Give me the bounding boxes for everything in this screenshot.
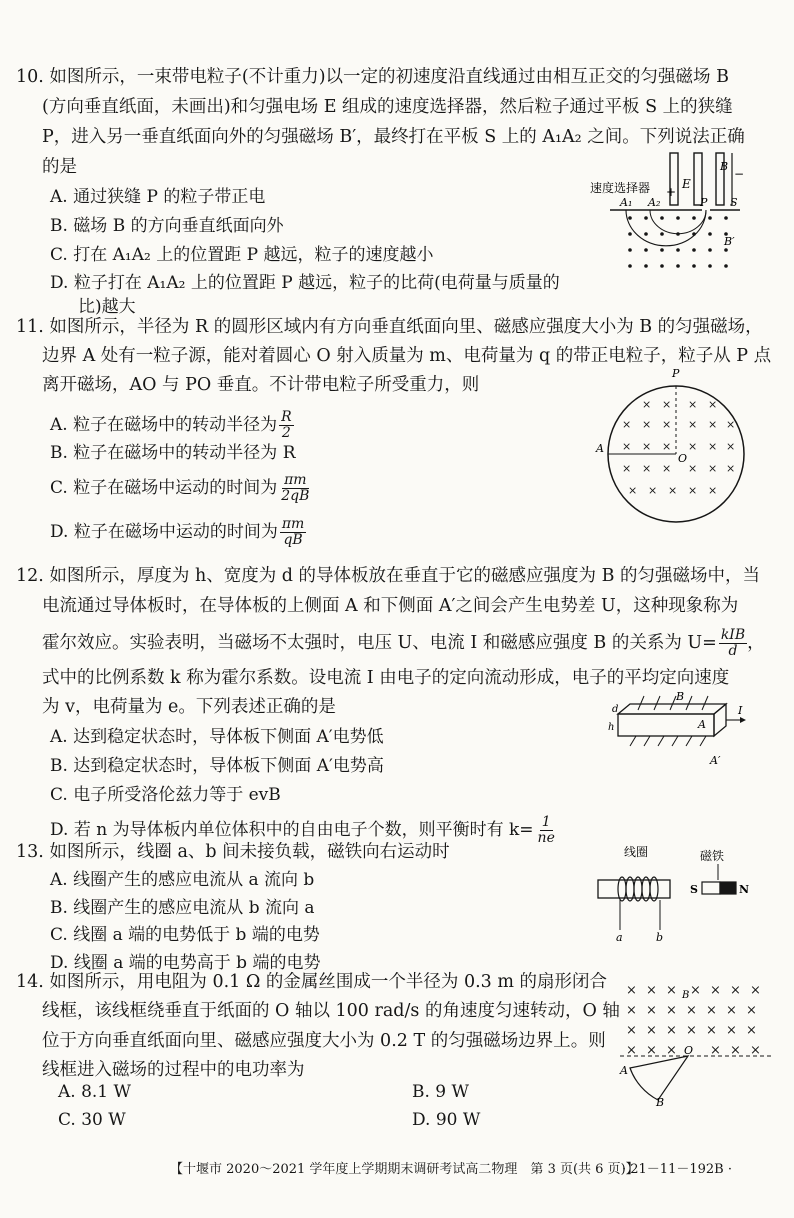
q11-option-d [50, 517, 306, 548]
q12-line-4: 式中的比例系数 k 称为霍尔系数。设电流 I 由电子的定向流动形成，电子的平均定向速度 [42, 668, 730, 688]
q12-option-d-frac: $\frac{1}{ne}$ [537, 814, 555, 846]
q13-option-c: C. 线圈 a 端的电势低于 b 端的电势 [50, 925, 320, 945]
svg-text:×: × [690, 983, 701, 998]
q14-line-4: 线框进入磁场的过程中的电功率为 [42, 1060, 305, 1080]
q10-label-B: B [720, 160, 729, 173]
q12-option-d-text: D. 若 n 为导体板内单位体积中的自由电子个数，则平衡时有 k= [50, 820, 534, 840]
q12-option-c: C. 电子所受洛伦兹力等于 evB [50, 785, 281, 805]
q11-option-a-frac: $\frac{R}{2}$ [281, 409, 292, 441]
q14-option-d: D. 90 W [412, 1110, 481, 1130]
q11-line-3: 离开磁场，AO 与 PO 垂直。不计带电粒子所受重力，则 [42, 375, 480, 395]
svg-text:×: × [666, 983, 677, 998]
q11-option-c [50, 473, 311, 504]
q14-line-1: 14. 如图所示，用电阻为 0.1 Ω 的金属丝围成一个半径为 0.3 m 的扇形闭合 [16, 972, 608, 992]
svg-text:×: × [726, 462, 736, 475]
svg-text:×: × [668, 484, 678, 497]
q11-option-a-text: A. 粒子在磁场中的转动半径为 [50, 415, 278, 435]
svg-text:×: × [622, 418, 632, 431]
q14-line-3: 位于方向垂直纸面向里、磁感应强度大小为 0.2 T 的匀强磁场边界上。则 [42, 1031, 606, 1051]
q12-line-5: 为 v，电荷量为 e。下列表述正确的是 [42, 697, 336, 717]
svg-text:×: × [710, 983, 721, 998]
q11-option-c-frac: $\frac{\pi m}{2qB}$ [281, 472, 310, 504]
svg-text:×: × [626, 983, 637, 998]
q11-line-2: 边界 A 处有一粒子源，能对着圆心 O 射入质量为 m、电荷量为 q 的带正电粒子，粒子从 P 点 [42, 346, 772, 366]
q12-option-b: B. 达到稳定状态时，导体板下侧面 A′电势高 [50, 756, 384, 776]
q12-line-3 [42, 628, 765, 659]
q10-line-1: 10. 如图所示，一束带电粒子(不计重力)以一定的初速度沿直线通过由相互正交的匀强磁场 B [16, 67, 729, 87]
q14-label-A: A [620, 1064, 628, 1077]
svg-text:×: × [708, 418, 718, 431]
q14-label-O: O [684, 1044, 694, 1057]
q14-label-Bb: B [656, 1096, 665, 1106]
q13-label-b: b [656, 931, 664, 942]
svg-text:×: × [726, 440, 736, 453]
q10-figure [590, 148, 750, 284]
q10-label-selector: 速度选择器 [590, 181, 651, 195]
svg-text:×: × [646, 1003, 657, 1018]
q14-option-c: C. 30 W [58, 1110, 126, 1130]
q11-option-b: B. 粒子在磁场中的转动半径为 R [50, 443, 296, 463]
svg-text:×: × [688, 440, 698, 453]
q12-label-d: d [612, 704, 619, 715]
q12-line-2: 电流通过导体板时，在导体板的上侧面 A 和下侧面 A′之间会产生电势差 U，这种现象称为 [42, 596, 739, 616]
q11-option-d-frac: $\frac{\pi m}{qB}$ [281, 516, 305, 548]
svg-text:×: × [666, 1023, 677, 1038]
q11-figure [592, 366, 752, 548]
svg-text:×: × [746, 1003, 757, 1018]
svg-text:×: × [642, 418, 652, 431]
svg-text:×: × [642, 462, 652, 475]
svg-text:×: × [686, 1003, 697, 1018]
q10-label-plus: + [666, 185, 677, 199]
q13-line-1: 13. 如图所示，线圈 a、b 间未接负载，磁铁向右运动时 [16, 842, 450, 862]
q10-label-P: P [700, 196, 708, 209]
q12-label-Aprime: A′ [710, 754, 721, 767]
q13-label-magnet: 磁铁 [700, 849, 725, 863]
svg-text:×: × [666, 1003, 677, 1018]
q14-line-2: 线框，该线框绕垂直于纸面的 O 轴以 100 rad/s 的角速度匀速转动，O 轴 [42, 1001, 620, 1021]
svg-text:×: × [626, 1023, 637, 1038]
q13-option-d: D. 线圈 a 端的电势高于 b 端的电势 [50, 953, 321, 973]
svg-text:×: × [642, 398, 652, 411]
q12-label-B: B [676, 690, 685, 703]
q11-label-P: P [672, 367, 680, 380]
q11-option-c-text: C. 粒子在磁场中运动的时间为 [50, 478, 278, 498]
svg-text:×: × [662, 462, 672, 475]
svg-text:×: × [626, 1043, 637, 1058]
q13-option-b: B. 线圈产生的感应电流从 b 流向 a [50, 898, 315, 918]
q12-option-a: A. 达到稳定状态时，导体板下侧面 A′电势低 [50, 727, 384, 747]
svg-text:×: × [708, 440, 718, 453]
svg-text:×: × [746, 1023, 757, 1038]
q12-formula: $\frac{\text{kIB}}{d}$ [720, 627, 746, 659]
q14-figure [616, 976, 776, 1106]
q10-option-b: B. 磁场 B 的方向垂直纸面向外 [50, 216, 284, 236]
q14-option-b: B. 9 W [412, 1082, 469, 1102]
q13-label-S: S [690, 883, 698, 896]
q13-figure [594, 842, 754, 942]
q10-label-S: S [730, 196, 738, 209]
q10-option-c: C. 打在 A₁A₂ 上的位置距 P 越远，粒子的速度越小 [50, 245, 434, 265]
q10-line-3: P，进入另一垂直纸面向外的匀强磁场 B′，最终打在平板 S 上的 A₁A₂ 之间。下列说法正确 [42, 127, 745, 147]
svg-text:×: × [750, 983, 761, 998]
q11-option-d-text: D. 粒子在磁场中运动的时间为 [50, 522, 278, 542]
q14-label-B: B [682, 990, 690, 1001]
svg-text:×: × [708, 462, 718, 475]
q12-formula-tail: ， [747, 633, 765, 653]
svg-text:×: × [688, 462, 698, 475]
page-footer: 【十堰市 2020～2021 学年度上学期期末调研考试高二物理 第 3 页(共 6 页)】 [170, 1162, 639, 1177]
svg-text:×: × [648, 484, 658, 497]
svg-text:×: × [662, 418, 672, 431]
q12-label-h: h [608, 722, 615, 733]
q10-label-A1: A₁ [620, 196, 633, 209]
svg-text:×: × [646, 1043, 657, 1058]
svg-text:×: × [706, 1023, 717, 1038]
q11-label-O: O [678, 452, 688, 465]
svg-text:×: × [688, 484, 698, 497]
svg-text:×: × [646, 1023, 657, 1038]
svg-text:×: × [626, 1003, 637, 1018]
page-code: · 21－11－192B · [622, 1162, 732, 1177]
svg-text:×: × [708, 398, 718, 411]
svg-text:×: × [688, 398, 698, 411]
q10-option-d: D. 粒子打在 A₁A₂ 上的位置距 P 越远，粒子的比荷(电荷量与质量的 [50, 273, 560, 293]
q10-line-2: (方向垂直纸面，未画出)和匀强电场 E 组成的速度选择器，然后粒子通过平板 S 上的狭缝 [42, 97, 733, 117]
svg-text:×: × [628, 484, 638, 497]
svg-text:×: × [688, 418, 698, 431]
q11-line-1: 11. 如图所示，半径为 R 的圆形区域内有方向垂直纸面向里、磁感应强度大小为 B 的匀强磁场， [16, 317, 763, 337]
q13-label-a: a [616, 931, 623, 942]
svg-text:×: × [708, 484, 718, 497]
q10-label-A2: A₂ [648, 196, 661, 209]
svg-text:×: × [726, 418, 736, 431]
q14-option-a: A. 8.1 W [58, 1082, 131, 1102]
q13-label-N: N [739, 883, 750, 896]
q11-label-A: A [596, 442, 604, 455]
q12-label-A: A [698, 718, 706, 731]
q12-line-3-text: 霍尔效应。实验表明，当磁场不太强时，电压 U、电流 I 和磁感应强度 B 的关系为 U= [42, 633, 717, 653]
svg-text:×: × [686, 1023, 697, 1038]
q11-option-a [50, 410, 294, 441]
svg-text:×: × [730, 1043, 741, 1058]
q10-label-Bprime: B′ [724, 235, 735, 248]
svg-text:×: × [750, 1043, 761, 1058]
svg-text:×: × [726, 1003, 737, 1018]
q10-label-E: E [682, 177, 691, 191]
svg-text:×: × [730, 983, 741, 998]
svg-text:×: × [710, 1043, 721, 1058]
q13-option-a: A. 线圈产生的感应电流从 a 流向 b [50, 870, 315, 890]
q10-option-a: A. 通过狭缝 P 的粒子带正电 [50, 187, 266, 207]
svg-text:×: × [622, 440, 632, 453]
svg-text:×: × [622, 462, 632, 475]
svg-text:×: × [662, 398, 672, 411]
svg-text:×: × [666, 1043, 677, 1058]
q10-label-minus: − [734, 167, 745, 181]
q10-option-d-cont: 比)越大 [78, 297, 136, 317]
q12-line-1: 12. 如图所示，厚度为 h、宽度为 d 的导体板放在垂直于它的磁感应强度为 B 的匀强磁场中，当 [16, 566, 761, 586]
svg-text:×: × [706, 1003, 717, 1018]
q13-label-coil: 线圈 [624, 845, 649, 859]
q10-line-4: 的是 [42, 157, 77, 177]
svg-text:×: × [646, 983, 657, 998]
svg-text:×: × [726, 1023, 737, 1038]
svg-text:×: × [642, 440, 652, 453]
svg-text:×: × [662, 440, 672, 453]
q12-figure [600, 680, 750, 772]
q12-label-I: I [738, 704, 743, 717]
